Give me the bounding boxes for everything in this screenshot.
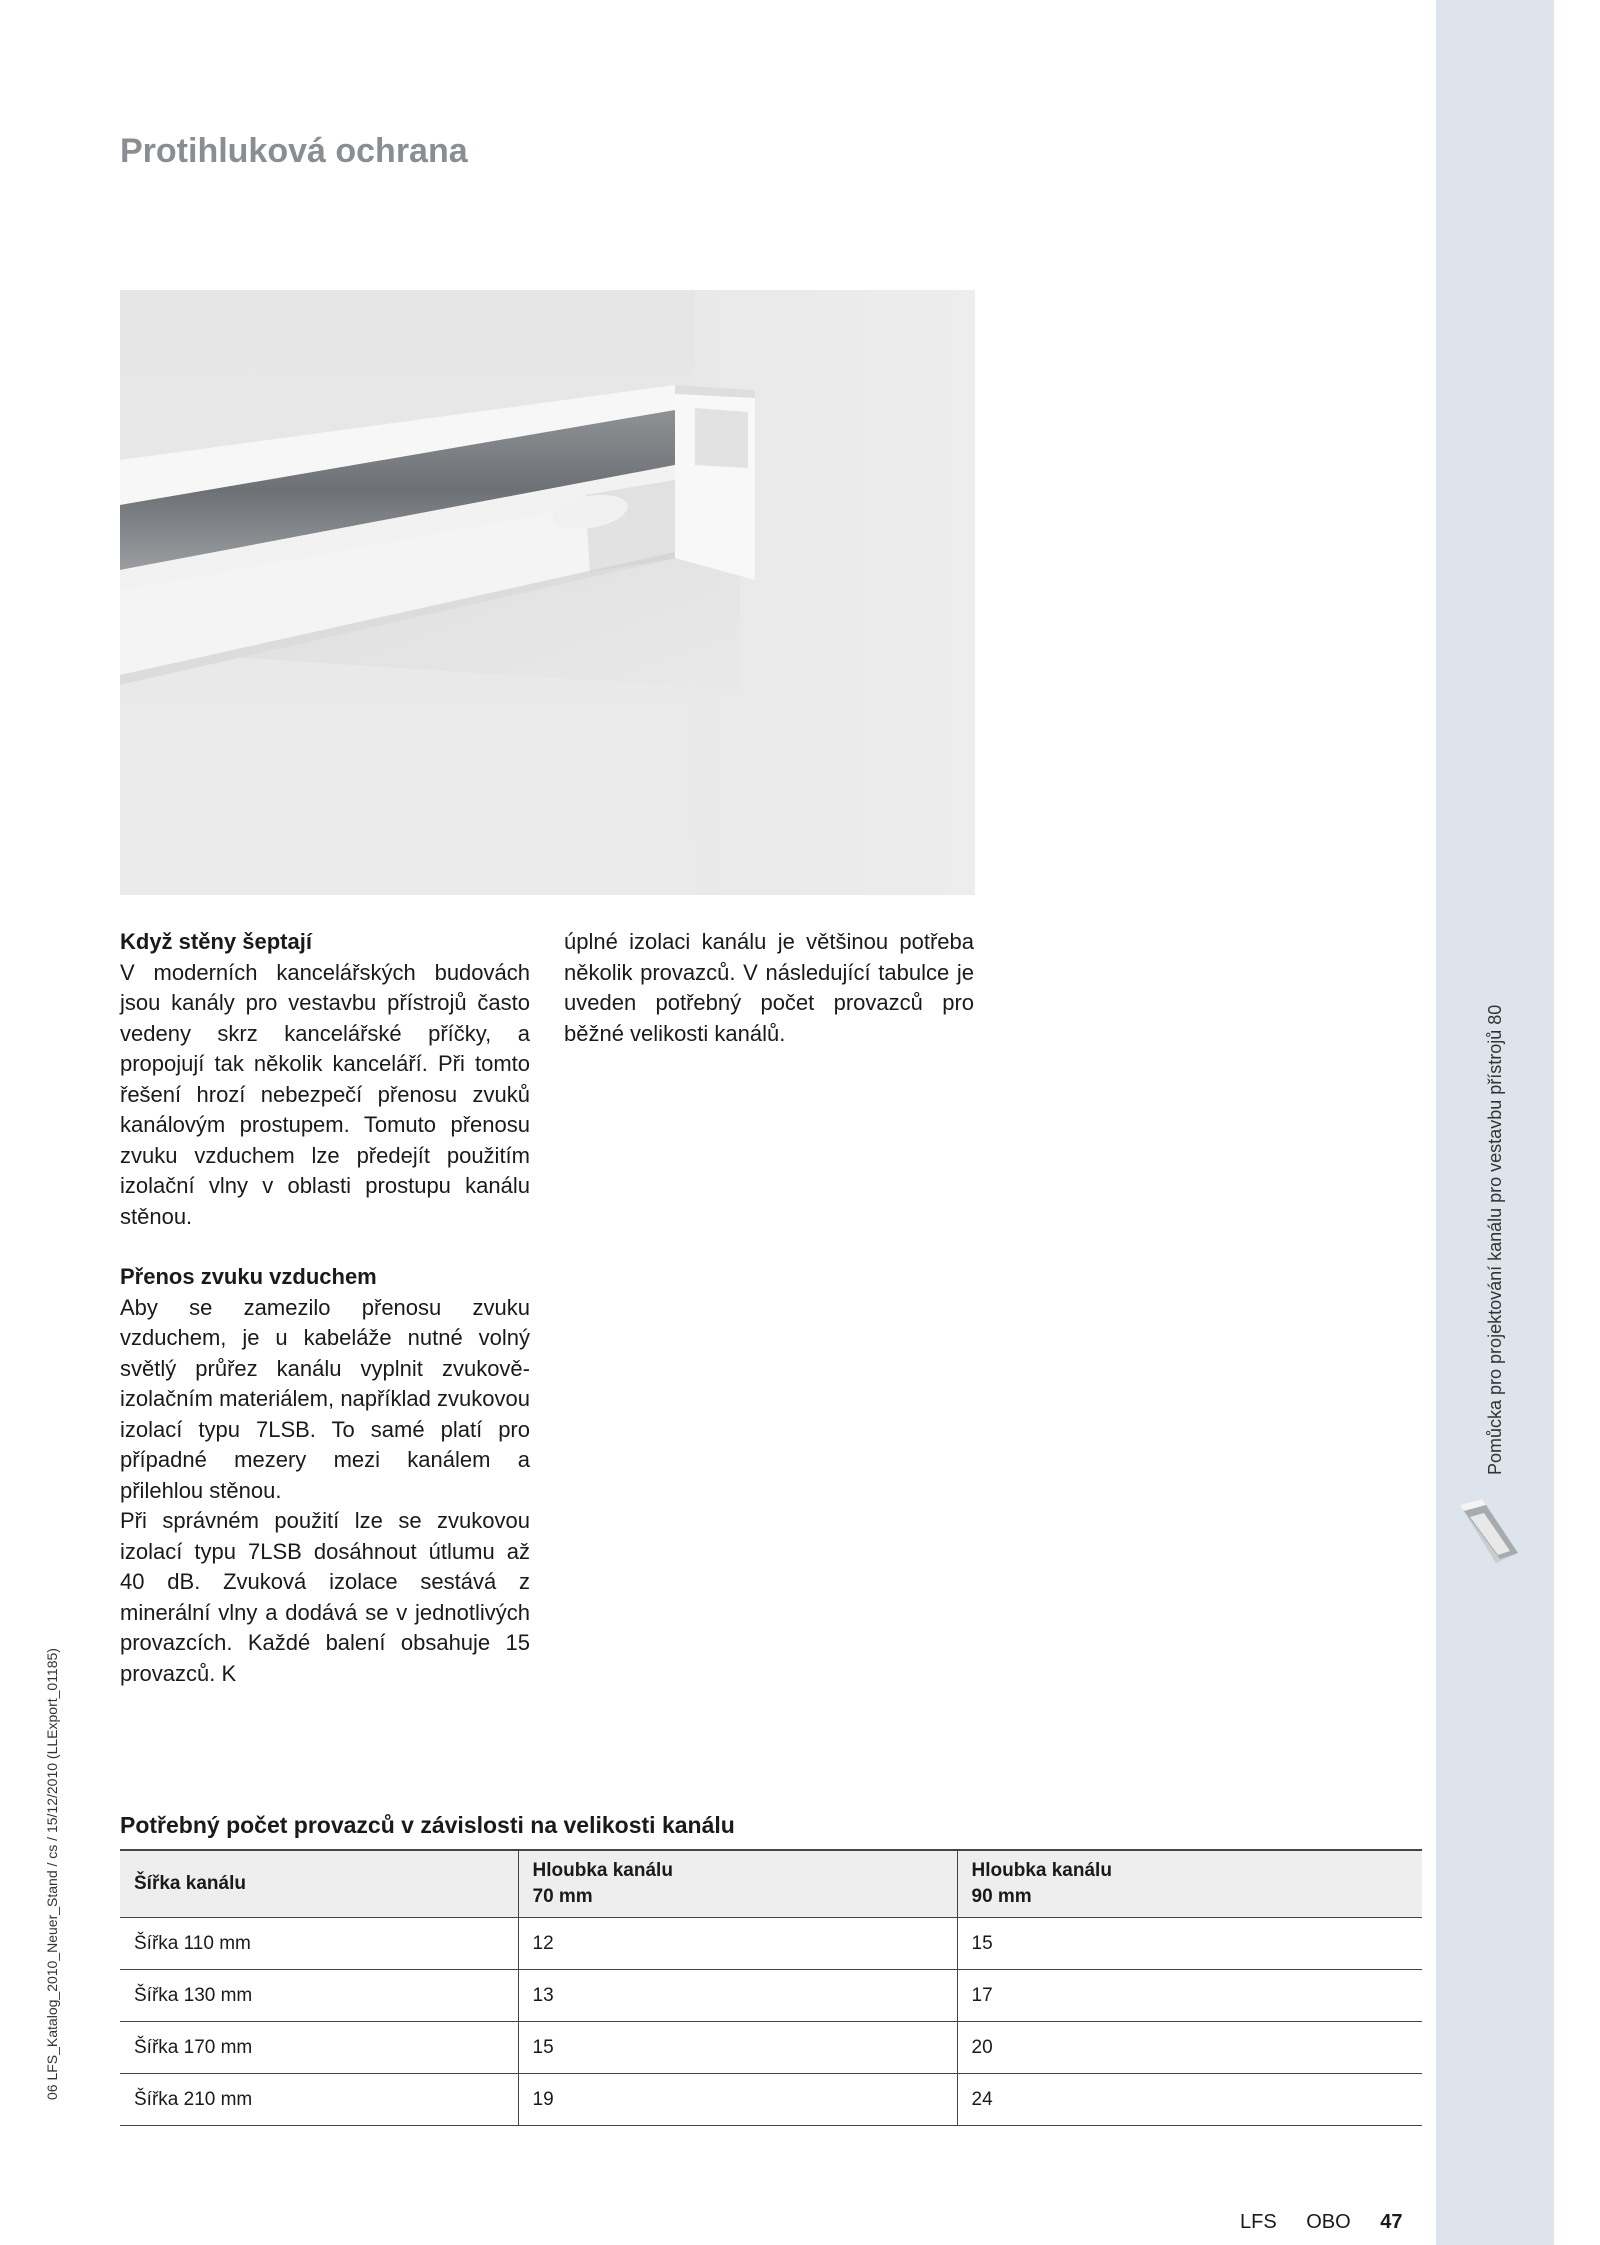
section-body-airborne-sound-2: Při správném použití lze se zvukovou izolací typu 7LSB dosáhnout útlumu až 40 dB. Zvuková izolace sestává z minerální vlny a dodává se v jednotlivých provazcích. Každé balení obsahuje 15 provazců. K bbox=[120, 1508, 530, 1686]
header-channel-width bbox=[120, 1850, 518, 1918]
section-body-airborne-sound-1: Aby se zamezilo přenosu zvuku vzduchem, je u kabeláže nutné volný světlý průřez kanálu vyplnit zvukově-izolačním materiálem, například zvukovou izolací typu 7LSB. To samé platí pro případné mezery mezi kanálem a přilehlou stěnou. bbox=[120, 1294, 530, 1503]
section-body-continued: úplné izolaci kanálu je většinou potřeba několik provazců. V následující tabulce je uveden potřebný počet provazců pro běžné velikosti kanálů. bbox=[564, 929, 974, 1046]
table-cell: Šířka 110 mm bbox=[120, 1918, 518, 1970]
table-cell: 15 bbox=[518, 2022, 957, 2074]
cable-duct-photo bbox=[120, 290, 975, 895]
text-column-right bbox=[564, 927, 974, 1049]
table-row bbox=[120, 1918, 1422, 1970]
header-label: Hloubka kanálu bbox=[532, 1860, 673, 1881]
table-title: Potřebný počet provazců v závislosti na velikosti kanálu bbox=[120, 1812, 735, 1838]
table-cell: 19 bbox=[518, 2074, 957, 2126]
header-label: Šířka kanálu bbox=[134, 1873, 246, 1894]
table-cell: 13 bbox=[518, 1970, 957, 2022]
table-cell: 15 bbox=[957, 1918, 1422, 1970]
section-heading-whisper: Když stěny šeptají bbox=[120, 929, 312, 954]
page-title: Protihluková ochrana bbox=[120, 132, 468, 170]
table-row bbox=[120, 2074, 1422, 2126]
table-cell: 20 bbox=[957, 2022, 1422, 2074]
text-column-left bbox=[120, 927, 530, 1689]
table-header-row bbox=[120, 1850, 1422, 1918]
table-cell: Šířka 170 mm bbox=[120, 2022, 518, 2074]
table-row bbox=[120, 1970, 1422, 2022]
strands-table bbox=[120, 1849, 1422, 2126]
sidebar-vertical-title: Pomůcka pro projektování kanálu pro vestavbu přístrojů 80 bbox=[1485, 1004, 1505, 1475]
table-cell: Šířka 210 mm bbox=[120, 2074, 518, 2126]
table-cell: 17 bbox=[957, 1970, 1422, 2022]
footer-brand-lfs: LFS bbox=[1240, 2211, 1277, 2233]
channel-thumbnail-icon bbox=[1452, 1495, 1522, 1570]
header-depth-70 bbox=[518, 1850, 957, 1918]
header-label: Hloubka kanálu bbox=[971, 1860, 1112, 1881]
header-sublabel: 90 mm bbox=[971, 1886, 1032, 1907]
catalog-reference-text: 06 LFS_Katalog_2010_Neuer_Stand / cs / 15/12/2010 (LLExport_01185) bbox=[44, 1648, 60, 2100]
header-sublabel: 70 mm bbox=[532, 1886, 593, 1907]
page-footer bbox=[1240, 2210, 1403, 2234]
footer-brand-obo: OBO bbox=[1306, 2211, 1351, 2233]
table-row bbox=[120, 2022, 1422, 2074]
table-cell: 24 bbox=[957, 2074, 1422, 2126]
section-body-whisper: V moderních kancelářských budovách jsou kanály pro vestavbu přístrojů často vedeny skrz kancelářské příčky, a propojují tak několik kanceláří. Při tomto řešení hrozí nebezpečí přenosu zvuků kanálovým prostupem. Tomuto přenosu zvuku vzduchem lze předejít použitím izolační vlny v oblasti prostupu kanálu stěnou. bbox=[120, 959, 530, 1229]
table-cell: Šířka 130 mm bbox=[120, 1970, 518, 2022]
header-depth-90 bbox=[957, 1850, 1422, 1918]
table-cell: 12 bbox=[518, 1918, 957, 1970]
section-heading-airborne-sound: Přenos zvuku vzduchem bbox=[120, 1264, 377, 1289]
page-number: 47 bbox=[1380, 2211, 1403, 2233]
